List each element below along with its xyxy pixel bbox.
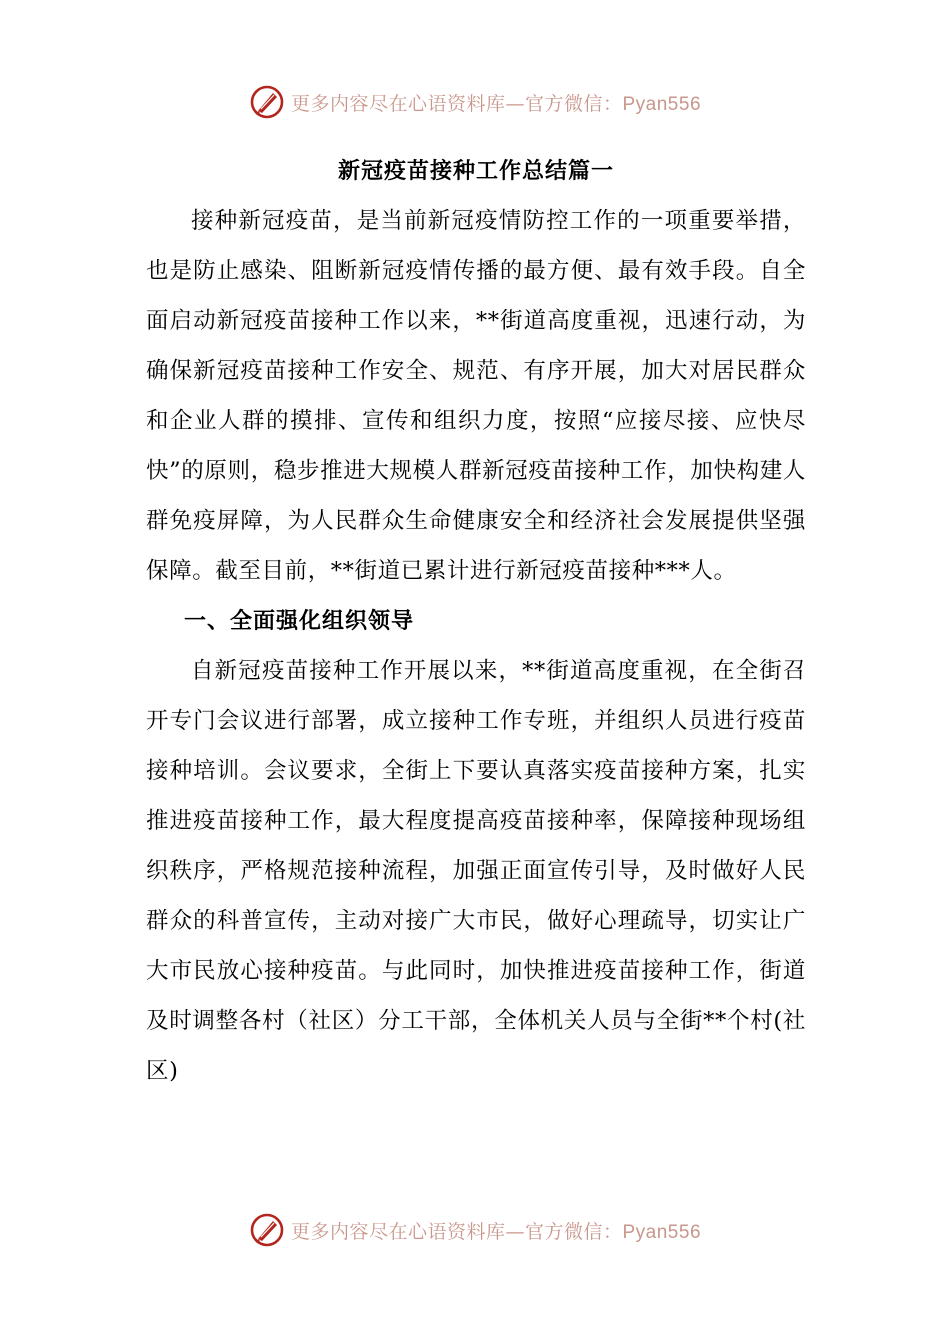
watermark-banner-top bbox=[0, 82, 950, 122]
intro-paragraph: 接种新冠疫苗，是当前新冠疫情防控工作的一项重要举措，也是防止感染、阻断新冠疫情传播的最方便、最有效手段。自全面启动新冠疫苗接种工作以来，**街道高度重视，迅速行动，为确保新冠疫苗接种工作安全、规范、有序开展，加大对居民群众和企业人群的摸排、宣传和组织力度，按照“应接尽接、应快尽快”的原则，稳步推进大规模人群新冠疫苗接种工作，加快构建人群免疫屏障，为人民群众生命健康安全和经济社会发展提供坚强保障。截至目前，**街道已累计进行新冠疫苗接种***人。 bbox=[146, 208, 806, 584]
section-heading: 一、全面强化组织领导 bbox=[184, 608, 415, 634]
document-body bbox=[146, 146, 806, 1096]
watermark-banner-bottom bbox=[0, 1210, 950, 1250]
pen-nib-circle-icon bbox=[249, 84, 285, 120]
watermark-text: 更多内容尽在心语资料库—官方微信：Pyan556 bbox=[290, 92, 702, 115]
section-paragraph: 自新冠疫苗接种工作开展以来，**街道高度重视，在全街召开专门会议进行部署，成立接种工作专班，并组织人员进行疫苗接种培训。会议要求，全街上下要认真落实疫苗接种方案，扎实推进疫苗接种工作，最大程度提高疫苗接种率，保障接种现场组织秩序，严格规范接种流程，加强正面宣传引导，及时做好人民群众的科普宣传，主动对接广大市民，做好心理疏导，切实让广大市民放心接种疫苗。与此同时，加快推进疫苗接种工作，街道及时调整各村（社区）分工干部，全体机关人员与全街**个村(社区) bbox=[146, 658, 806, 1084]
wechat-id: Pyan556 bbox=[622, 1221, 702, 1243]
pen-nib-circle-icon bbox=[249, 1212, 285, 1248]
watermark-text: 更多内容尽在心语资料库—官方微信：Pyan556 bbox=[290, 1220, 702, 1243]
wechat-id: Pyan556 bbox=[622, 93, 702, 115]
document-title: 新冠疫苗接种工作总结篇一 bbox=[337, 158, 614, 184]
